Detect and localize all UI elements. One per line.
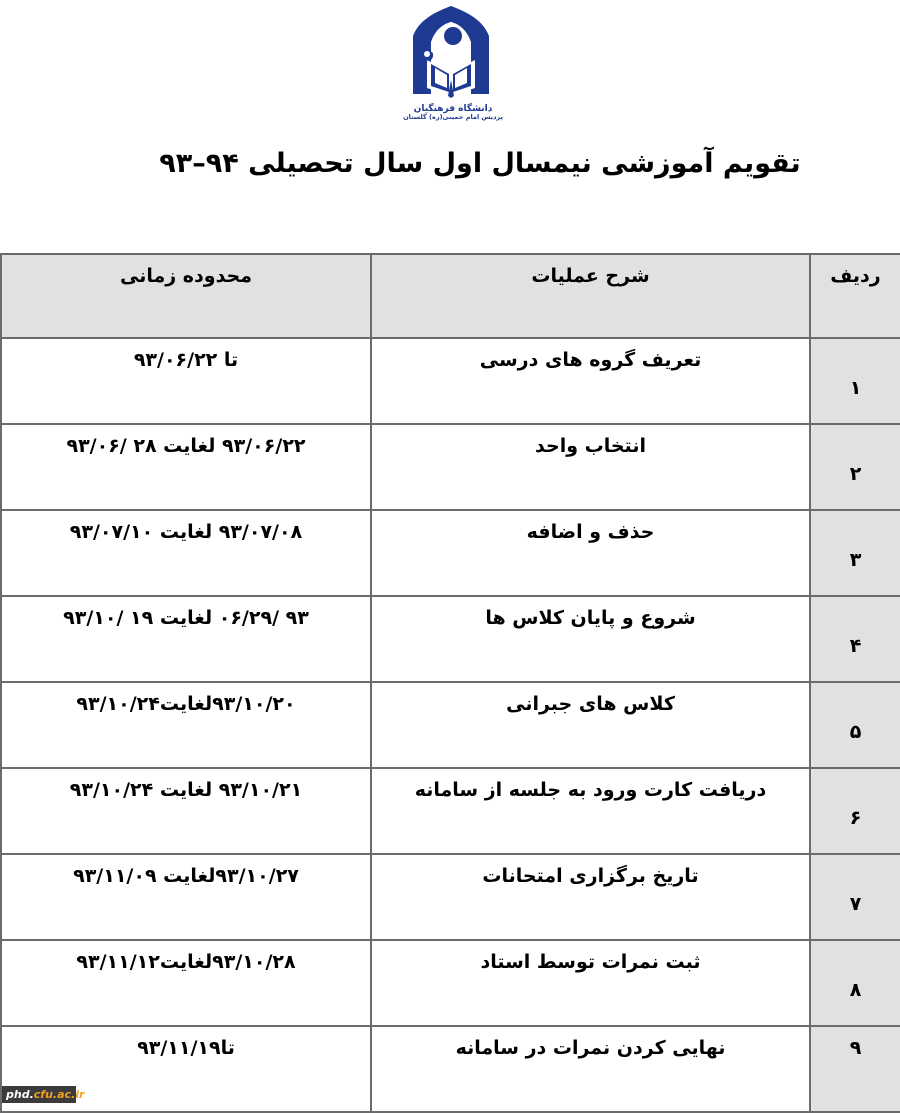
- table-header-row: [1, 254, 900, 338]
- table-row: [1, 854, 900, 940]
- table-row: [1, 338, 900, 424]
- table-row: [1, 940, 900, 1026]
- row-number: ۵: [810, 682, 900, 768]
- operation-cell: تعریف گروه های درسی: [371, 338, 810, 424]
- row-number: ۷: [810, 854, 900, 940]
- logo-caption-line2: پردیس امام خمینی(ره) گلستان: [403, 113, 503, 122]
- operation-cell: کلاس های جبرانی: [371, 682, 810, 768]
- row-number: ۳: [810, 510, 900, 596]
- column-header-row-number: ردیف: [810, 254, 900, 338]
- table-row: [1, 510, 900, 596]
- university-logo-icon: [405, 2, 497, 98]
- row-number: ۱: [810, 338, 900, 424]
- operation-cell: شروع و پایان کلاس ها: [371, 596, 810, 682]
- logo-caption-line1: دانشگاه فرهنگیان: [413, 104, 493, 114]
- time-range-cell: ۹۳/۰۷/۰۸ لغایت ۹۳/۰۷/۱۰: [1, 510, 371, 596]
- time-range-cell: تا ۹۳/۰۶/۲۲: [1, 338, 371, 424]
- column-header-time-range: محدوده زمانی: [1, 254, 371, 338]
- time-range-cell: ۹۳/۱۰/۲۰لغایت۹۳/۱۰/۲۴: [1, 682, 371, 768]
- row-number: ۸: [810, 940, 900, 1026]
- operation-cell: انتخاب واحد: [371, 424, 810, 510]
- time-range-cell: ۹۳/۱۰/۲۸لغایت۹۳/۱۱/۱۲: [1, 940, 371, 1026]
- watermark-badge: [2, 1086, 85, 1103]
- row-number: ۹: [810, 1026, 900, 1112]
- table-row: [1, 768, 900, 854]
- time-range-cell: ۹۳/۱۰/۲۱ لغایت ۹۳/۱۰/۲۴: [1, 768, 371, 854]
- operation-cell: تاریخ برگزاری امتحانات: [371, 854, 810, 940]
- logo-caption: [398, 104, 508, 122]
- row-number: ۶: [810, 768, 900, 854]
- time-range-cell: ۹۳/۱۰/۲۷لغایت ۹۳/۱۱/۰۹: [1, 854, 371, 940]
- table-row: [1, 596, 900, 682]
- academic-calendar-table: [0, 253, 900, 1113]
- column-header-operation: شرح عملیات: [371, 254, 810, 338]
- watermark-part1: phd.: [6, 1088, 34, 1101]
- operation-cell: ثبت نمرات توسط استاد: [371, 940, 810, 1026]
- table-row: [1, 424, 900, 510]
- table-row: [1, 1026, 900, 1112]
- watermark-part2: cfu.ac.ir: [33, 1088, 85, 1101]
- operation-cell: حذف و اضافه: [371, 510, 810, 596]
- time-range-cell: ۹۳/۰۶/۲۲ لغایت ۲۸ /۹۳/۰۶: [1, 424, 371, 510]
- table-row: [1, 682, 900, 768]
- operation-cell: نهایی کردن نمرات در سامانه: [371, 1026, 810, 1112]
- row-number: ۲: [810, 424, 900, 510]
- row-number: ۴: [810, 596, 900, 682]
- time-range-cell: ۹۳ /۰۶/۲۹ لغایت ۱۹ /۹۳/۱۰: [1, 596, 371, 682]
- time-range-cell: تا۹۳/۱۱/۱۹: [1, 1026, 371, 1112]
- operation-cell: دریافت کارت ورود به جلسه از سامانه: [371, 768, 810, 854]
- page-title: تقویم آموزشی نیمسال اول سال تحصیلی ۹۴–۹۳: [159, 148, 801, 179]
